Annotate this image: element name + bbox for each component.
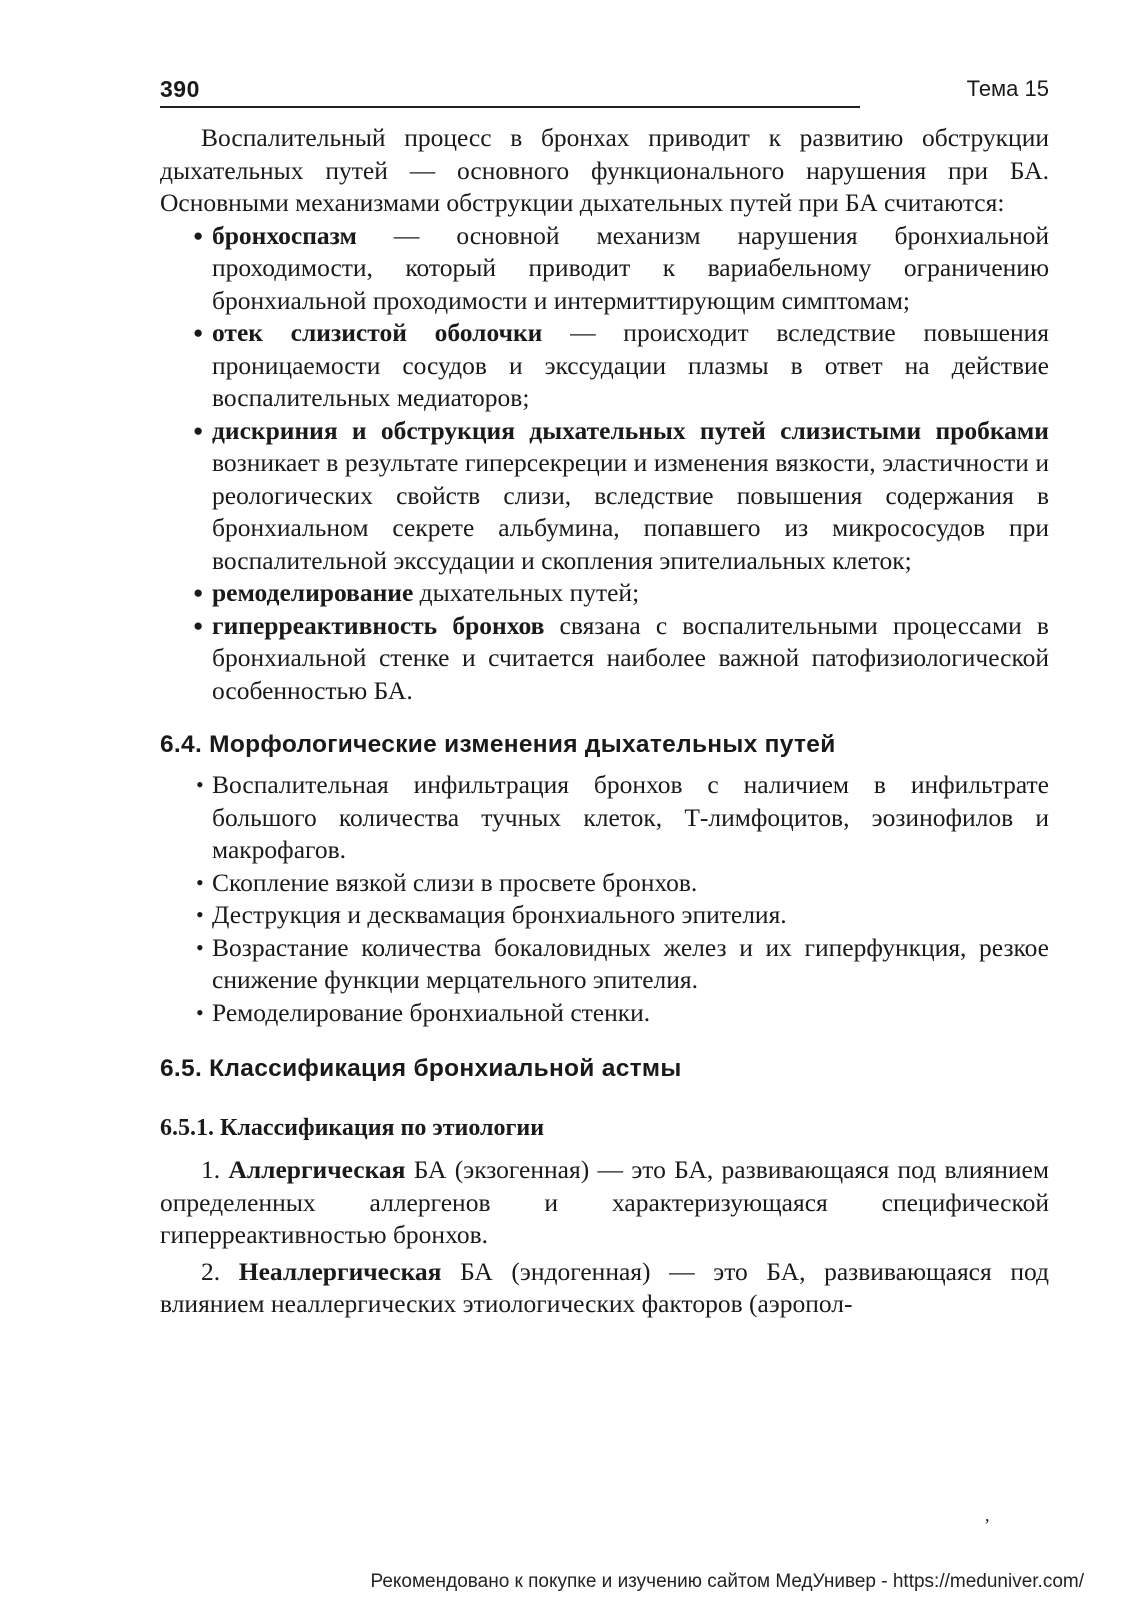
item-text: — происходит вследствие повышения проницаемости сосудов и экссудации плазмы в ответ на действие воспалительных медиаторов; [212,318,1049,412]
paragraph-allergic [160,1154,1049,1252]
list-item [160,415,1049,578]
term: ремоделирование [212,578,414,607]
paragraph-text: БА (экзогенная) — это БА, развивающаяся под влиянием определенных аллергенов и характеризующаяся специфической гиперреактивностью бронхов. [160,1155,1049,1249]
section-heading-6-5: 6.5. Классификация бронхиальной астмы [160,1055,682,1082]
term: Аллергическая [228,1155,406,1184]
footer-recommendation: Рекомендовано к покупке и изучению сайтом МедУнивер - https://meduniver.com/ [370,1571,1084,1592]
morphology-list [160,769,1049,1029]
list-item: • Ремоделирование бронхиальной стенки. [160,997,1049,1030]
list-item: • Деструкция и десквамация бронхиального эпителия. [160,899,1049,932]
obstruction-mechanisms-list [160,220,1049,708]
item-number: 1. [201,1155,229,1184]
list-item [160,317,1049,415]
running-title: Тема 15 [966,76,1049,101]
paragraph-nonallergic [160,1256,1049,1321]
item-text: дыхательных путей; [413,578,640,607]
item-text: — основной механизм нарушения бронхиальной проходимости, который приводит к вариабельному ограничению бронхиальной проходимости и интермиттирующим симптомам; [212,220,1049,315]
subsection-heading-6-5-1: 6.5.1. Классификация по этиологии [160,1115,545,1141]
term: бронхоспазм [212,220,357,250]
section-heading-6-4: 6.4. Морфологические изменения дыхательных путей [160,731,836,758]
list-item: • Воспалительная инфильтрация бронхов с наличием в инфильтрате большого количества тучных клеток, Т-лимфоцитов, эозинофилов и макрофагов. [160,769,1049,867]
list-item: • Скопление вязкой слизи в просвете бронхов. [160,867,1049,900]
term: Неаллергическая [238,1256,442,1286]
header-rule [160,106,860,108]
book-page [160,76,1049,1321]
intro-paragraph: Воспалительный процесс в бронхах приводит к развитию обструкции дыхательных путей — основного функционального нарушения при БА. Основными механизмами обструкции дыхательных путей при БА считаются: [160,123,1049,217]
list-item [160,610,1049,708]
term: дискриния и обструкция дыхательных путей слизистыми пробками [212,415,1049,445]
paragraph-text: БА (эндогенная) — это БА, развивающаяся под влиянием неаллергических этиологических факторов (аэропол- [160,1256,1049,1318]
list-item [160,577,1049,610]
item-text: возникает в результате гиперсекреции и изменения вязкости, эластичности и реологических свойств слизи, вследствие повышения содержания в бронхиальном секрете альбумина, попавшего из микрососудов при воспалительной экссудации и скопления эпителиальных клеток; [212,448,1049,575]
item-number: 2. [201,1256,239,1286]
list-item: • Возрастание количества бокаловидных желез и их гиперфункция, резкое снижение функции мерцательного эпителия. [160,932,1049,997]
term: отек слизистой оболочки [212,318,543,347]
page-header [160,76,1049,108]
page-number: 390 [160,76,200,102]
item-text: связана с воспалительными процессами в бронхиальной стенке и считается наиболее важной патофизиологической особенностью БА. [212,610,1049,705]
term: гиперреактивность бронхов [212,610,545,640]
stray-mark: , [985,1505,990,1525]
list-item [160,220,1049,318]
